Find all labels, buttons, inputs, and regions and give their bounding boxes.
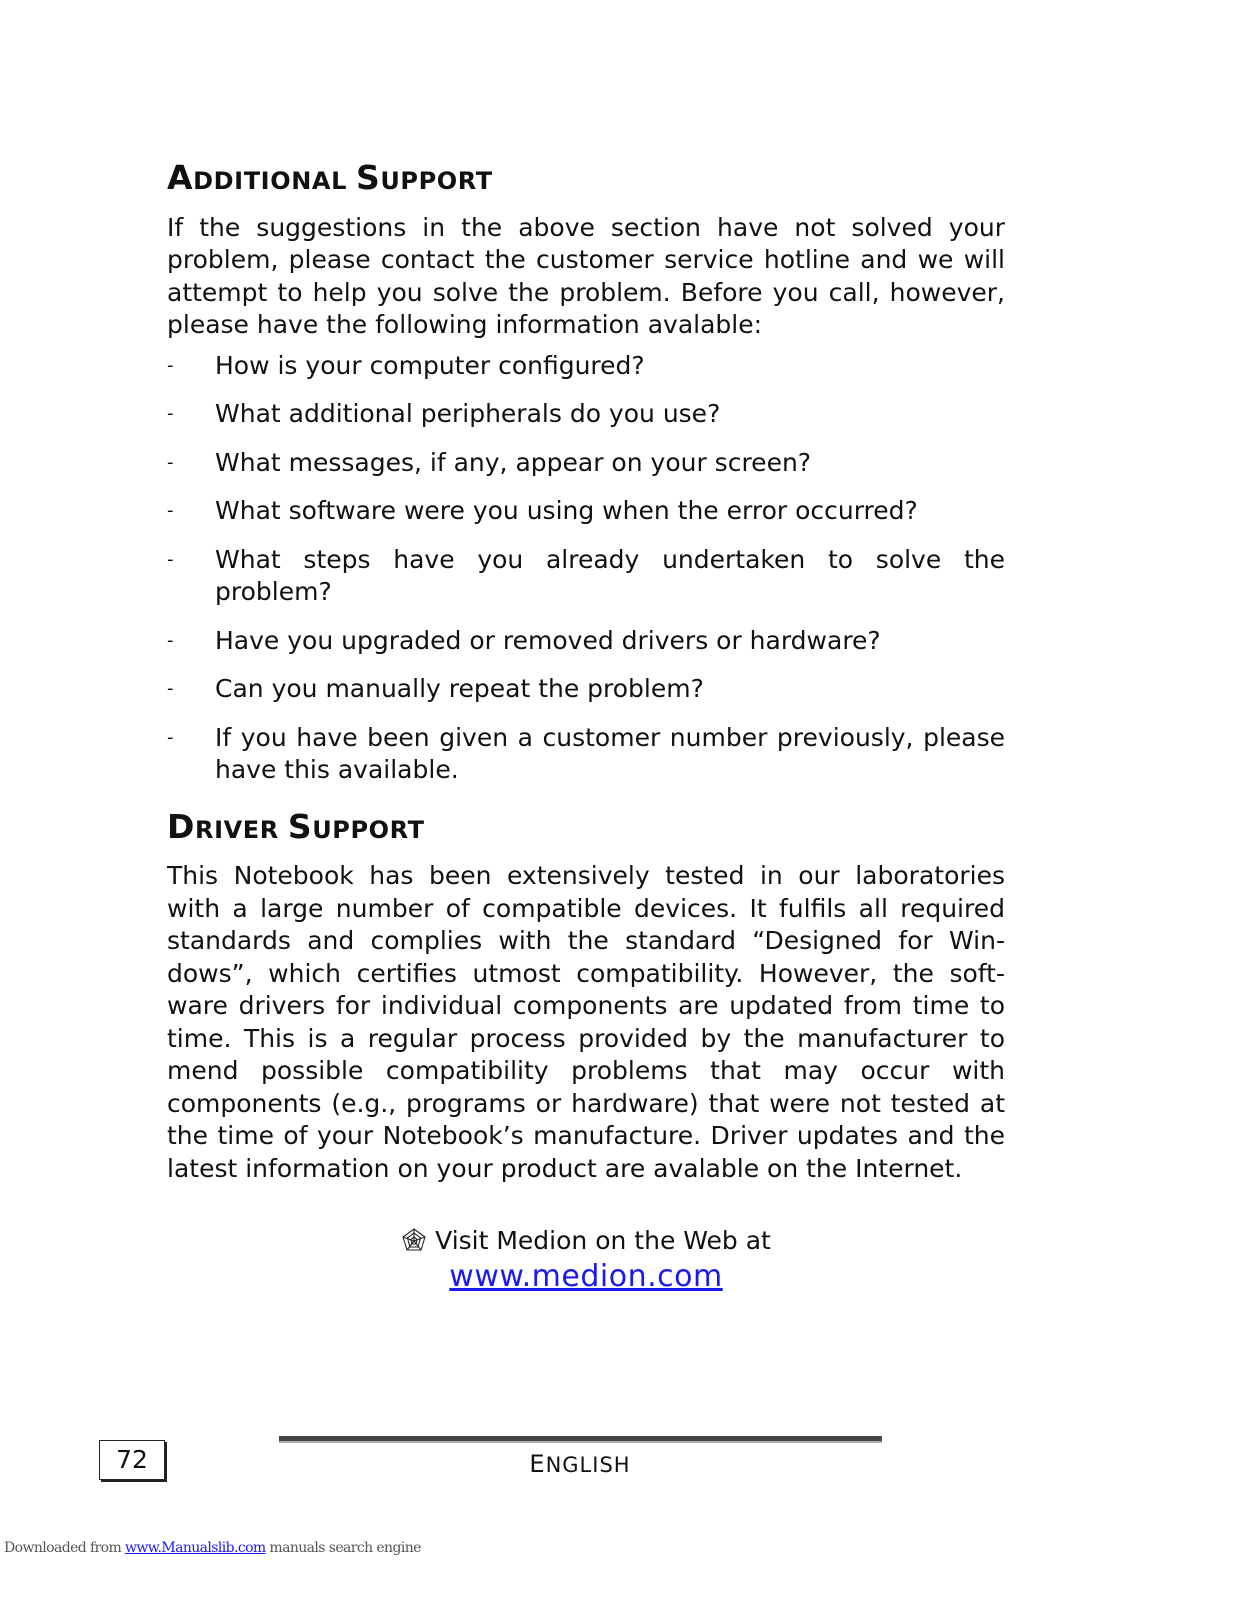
list-item [167,673,1005,706]
language-initial: E [529,1450,546,1478]
bullet-dash: - [167,403,174,425]
question-text: If you have been given a customer number previously, please have this available. [215,722,1005,785]
list-item [167,447,1005,480]
question-text: What steps have you already undertaken to solve the problem? [215,544,1005,607]
list-item [167,398,1005,431]
heading-driver-support [167,807,1005,847]
question-text: What additional peripherals do you use? [215,399,721,429]
page-number: 72 [99,1440,165,1480]
heading-initial: S [287,806,313,846]
heading-text: DDITIONAL [193,167,356,195]
web-visit-line [167,1225,1005,1257]
list-item [167,544,1005,609]
list-item [167,495,1005,528]
download-attribution [4,1540,421,1556]
heading-additional-support [167,158,1005,198]
web-icon [401,1227,427,1253]
bullet-dash: - [167,678,174,700]
heading-initial: S [355,158,381,197]
question-text: Have you upgraded or removed drivers or hardware? [215,625,881,655]
driver-support-body: This Notebook has been extensively tested in our laboratories with a large number of compatible devices. It fulfils all required standards and complies with the standard “Designed for Win-dows”, which certifies utmost compatibility. However, the soft-ware drivers for individual components are updated from time to time. This is a regular process provided by the manufacturer to mend possible compatibility problems that may occur with components (e.g., programs or hardware) that were not tested at the time of your Notebook’s manufacture. Driver updates and the latest information on your product are avalable on the Internet. [167,861,1005,1183]
heading-initial: A [167,158,194,197]
footer-divider [279,1436,882,1443]
footer-language-label [480,1450,680,1478]
web-visit-text: Visit Medion on the Web at [435,1226,771,1256]
bullet-dash: - [167,629,174,651]
list-item [167,350,1005,383]
question-text: What software were you using when the error occurred? [215,496,918,526]
manualslib-link[interactable]: www.Manualslib.com [125,1540,266,1556]
heading-text: UPPORT [312,815,425,844]
page-content [167,158,1005,1297]
bullet-dash: - [167,500,174,522]
heading-text: RIVER [195,815,288,844]
question-text: What messages, if any, appear on your screen? [215,447,812,477]
heading-text: UPPORT [380,167,493,195]
download-suffix: manuals search engine [265,1540,421,1556]
additional-support-intro: If the suggestions in the above section have not solved your problem, please contact the customer service hotline and we will attempt to help you solve the problem. Before you call, however, please have the following information avalable: [167,212,1005,340]
question-text: Can you manually repeat the problem? [215,674,704,704]
medion-web-link[interactable]: www.medion.com [449,1259,723,1295]
heading-initial: D [167,806,195,846]
download-prefix: Downloaded from [4,1540,125,1556]
question-text: How is your computer configured? [215,350,645,380]
bullet-dash: - [167,354,174,376]
list-item [167,722,1005,787]
question-list [167,350,1005,787]
bullet-dash: - [167,726,174,748]
language-text: NGLISH [545,1453,631,1477]
bullet-dash: - [167,451,174,473]
list-item [167,625,1005,658]
bullet-dash: - [167,548,174,570]
